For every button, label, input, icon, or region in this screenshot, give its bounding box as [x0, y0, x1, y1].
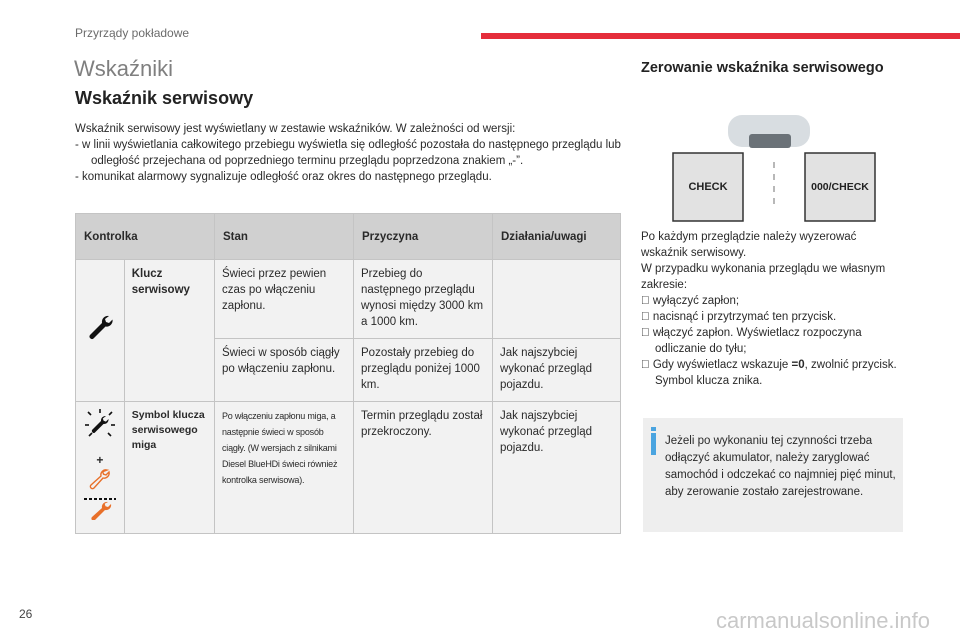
row1b-action: Jak najszybciej wykonać przegląd pojazdu.: [493, 339, 621, 402]
check-button: CHECK: [688, 181, 728, 193]
flashing-wrench-icon-cell: [76, 402, 125, 534]
row-label-symbol: Symbol klucza serwisowego miga: [124, 402, 214, 534]
row1a-cause: Przebieg do następnego przeglądu wynosi między 3000 km a 1000 km.: [354, 260, 493, 339]
reset-step-4-bold: =0: [779, 359, 793, 371]
row2-action: Jak najszybciej wykonać przegląd pojazdu.: [493, 402, 621, 534]
header-accent-bar: [481, 33, 960, 39]
warning-lights-table: [75, 213, 621, 534]
wrench-icon: [85, 312, 115, 342]
column-header-kontrolka: Kontrolka: [76, 214, 215, 260]
reset-step-4-post: , zwolnić przycisk. Symbol klucza znika.: [655, 359, 885, 387]
plus-sign: +: [96, 453, 104, 467]
reset-text-1: Po każdym przeglądzie należy wyzerować wskaźnik serwisowy.: [641, 231, 857, 259]
reset-step-1: wyłączyć zapłon;: [641, 295, 728, 307]
reset-text-2: W przypadku wykonania przeglądu we własnym zakresie:: [641, 263, 886, 291]
service-indicator-title: Wskaźnik serwisowy: [75, 88, 254, 108]
diagram-graphic: [665, 110, 879, 228]
reset-step-3: włączyć zapłon. Wyświetlacz rozpoczyna odliczanie do tyłu;: [641, 327, 905, 355]
page-number: 26: [19, 607, 33, 621]
table-row: [76, 402, 621, 534]
column-header-dzialania: Działania/uwagi: [493, 214, 621, 260]
table-row: [76, 260, 621, 339]
reset-step-4: [641, 357, 906, 389]
column-header-stan: Stan: [215, 214, 354, 260]
orange-wrench-icon: [84, 496, 116, 520]
column-header-przyczyna: Przyczyna: [354, 214, 493, 260]
orange-wrench-outline-icon: [85, 467, 115, 491]
intro-text: Wskaźnik serwisowy jest wyświetlany w zestawie wskaźników. W zależności od wersji:: [75, 123, 516, 135]
info-icon: [651, 433, 656, 455]
reset-step-2: nacisnąć i przytrzymać ten przycisk.: [641, 311, 825, 323]
reset-instructions: [641, 229, 906, 389]
page-title: Wskaźniki: [74, 56, 174, 81]
section-header: Przyrządy pokładowe: [75, 26, 190, 40]
info-text: Jeżeli po wykonaniu tej czynności trzeba odłączyć akumulator, należy zaryglować samochód i odczekać co najmniej pięć minut, aby zerowanie zostało zarejestrowane.: [665, 435, 896, 498]
row1b-cause: Pozostały przebieg do przeglądu poniżej 1000 km.: [354, 339, 493, 402]
row-label-klucz: Klucz serwisowy: [124, 260, 214, 402]
intro-item-1: - w linii wyświetlania całkowitego przebiegu wyświetla się odległość pozostała do następnego przeglądu lub odległość przejechana od poprzedniego terminu przeglądu poprzedzona znakiem „-”.: [75, 139, 621, 167]
reset-title: Zerowanie wskaźnika serwisowego: [641, 60, 884, 76]
flashing-wrench-icon: [84, 408, 116, 448]
intro-item-2: - komunikat alarmowy sygnalizuje odległość oraz okres do następnego przeglądu.: [75, 171, 492, 183]
row2-state: Po włączeniu zapłonu miga, a następnie świeci w sposób ciągły. (W wersjach z silnikami Diesel BlueHDi świeci również kontrolka serwisowa).: [215, 402, 354, 534]
check-buttons-diagram: [665, 110, 879, 228]
table-header-row: [76, 214, 621, 260]
row1a-state: Świeci przez pewien czas po włączeniu zapłonu.: [215, 260, 354, 339]
row1b-state: Świeci w sposób ciągły po włączeniu zapłonu.: [215, 339, 354, 402]
reset-step-4-pre: Gdy wyświetlacz wskazuje: [641, 359, 780, 371]
service-wrench-icon-cell: [76, 260, 125, 402]
row1a-action: [493, 260, 621, 339]
watermark: carmanualsonline.info: [716, 608, 931, 633]
info-icon-dot: [651, 427, 656, 431]
info-box: [643, 418, 903, 532]
odometer-check-button: 000/CHECK: [811, 181, 869, 193]
service-indicator-intro: [75, 121, 623, 185]
row2-cause: Termin przeglądu został przekroczony.: [354, 402, 493, 534]
